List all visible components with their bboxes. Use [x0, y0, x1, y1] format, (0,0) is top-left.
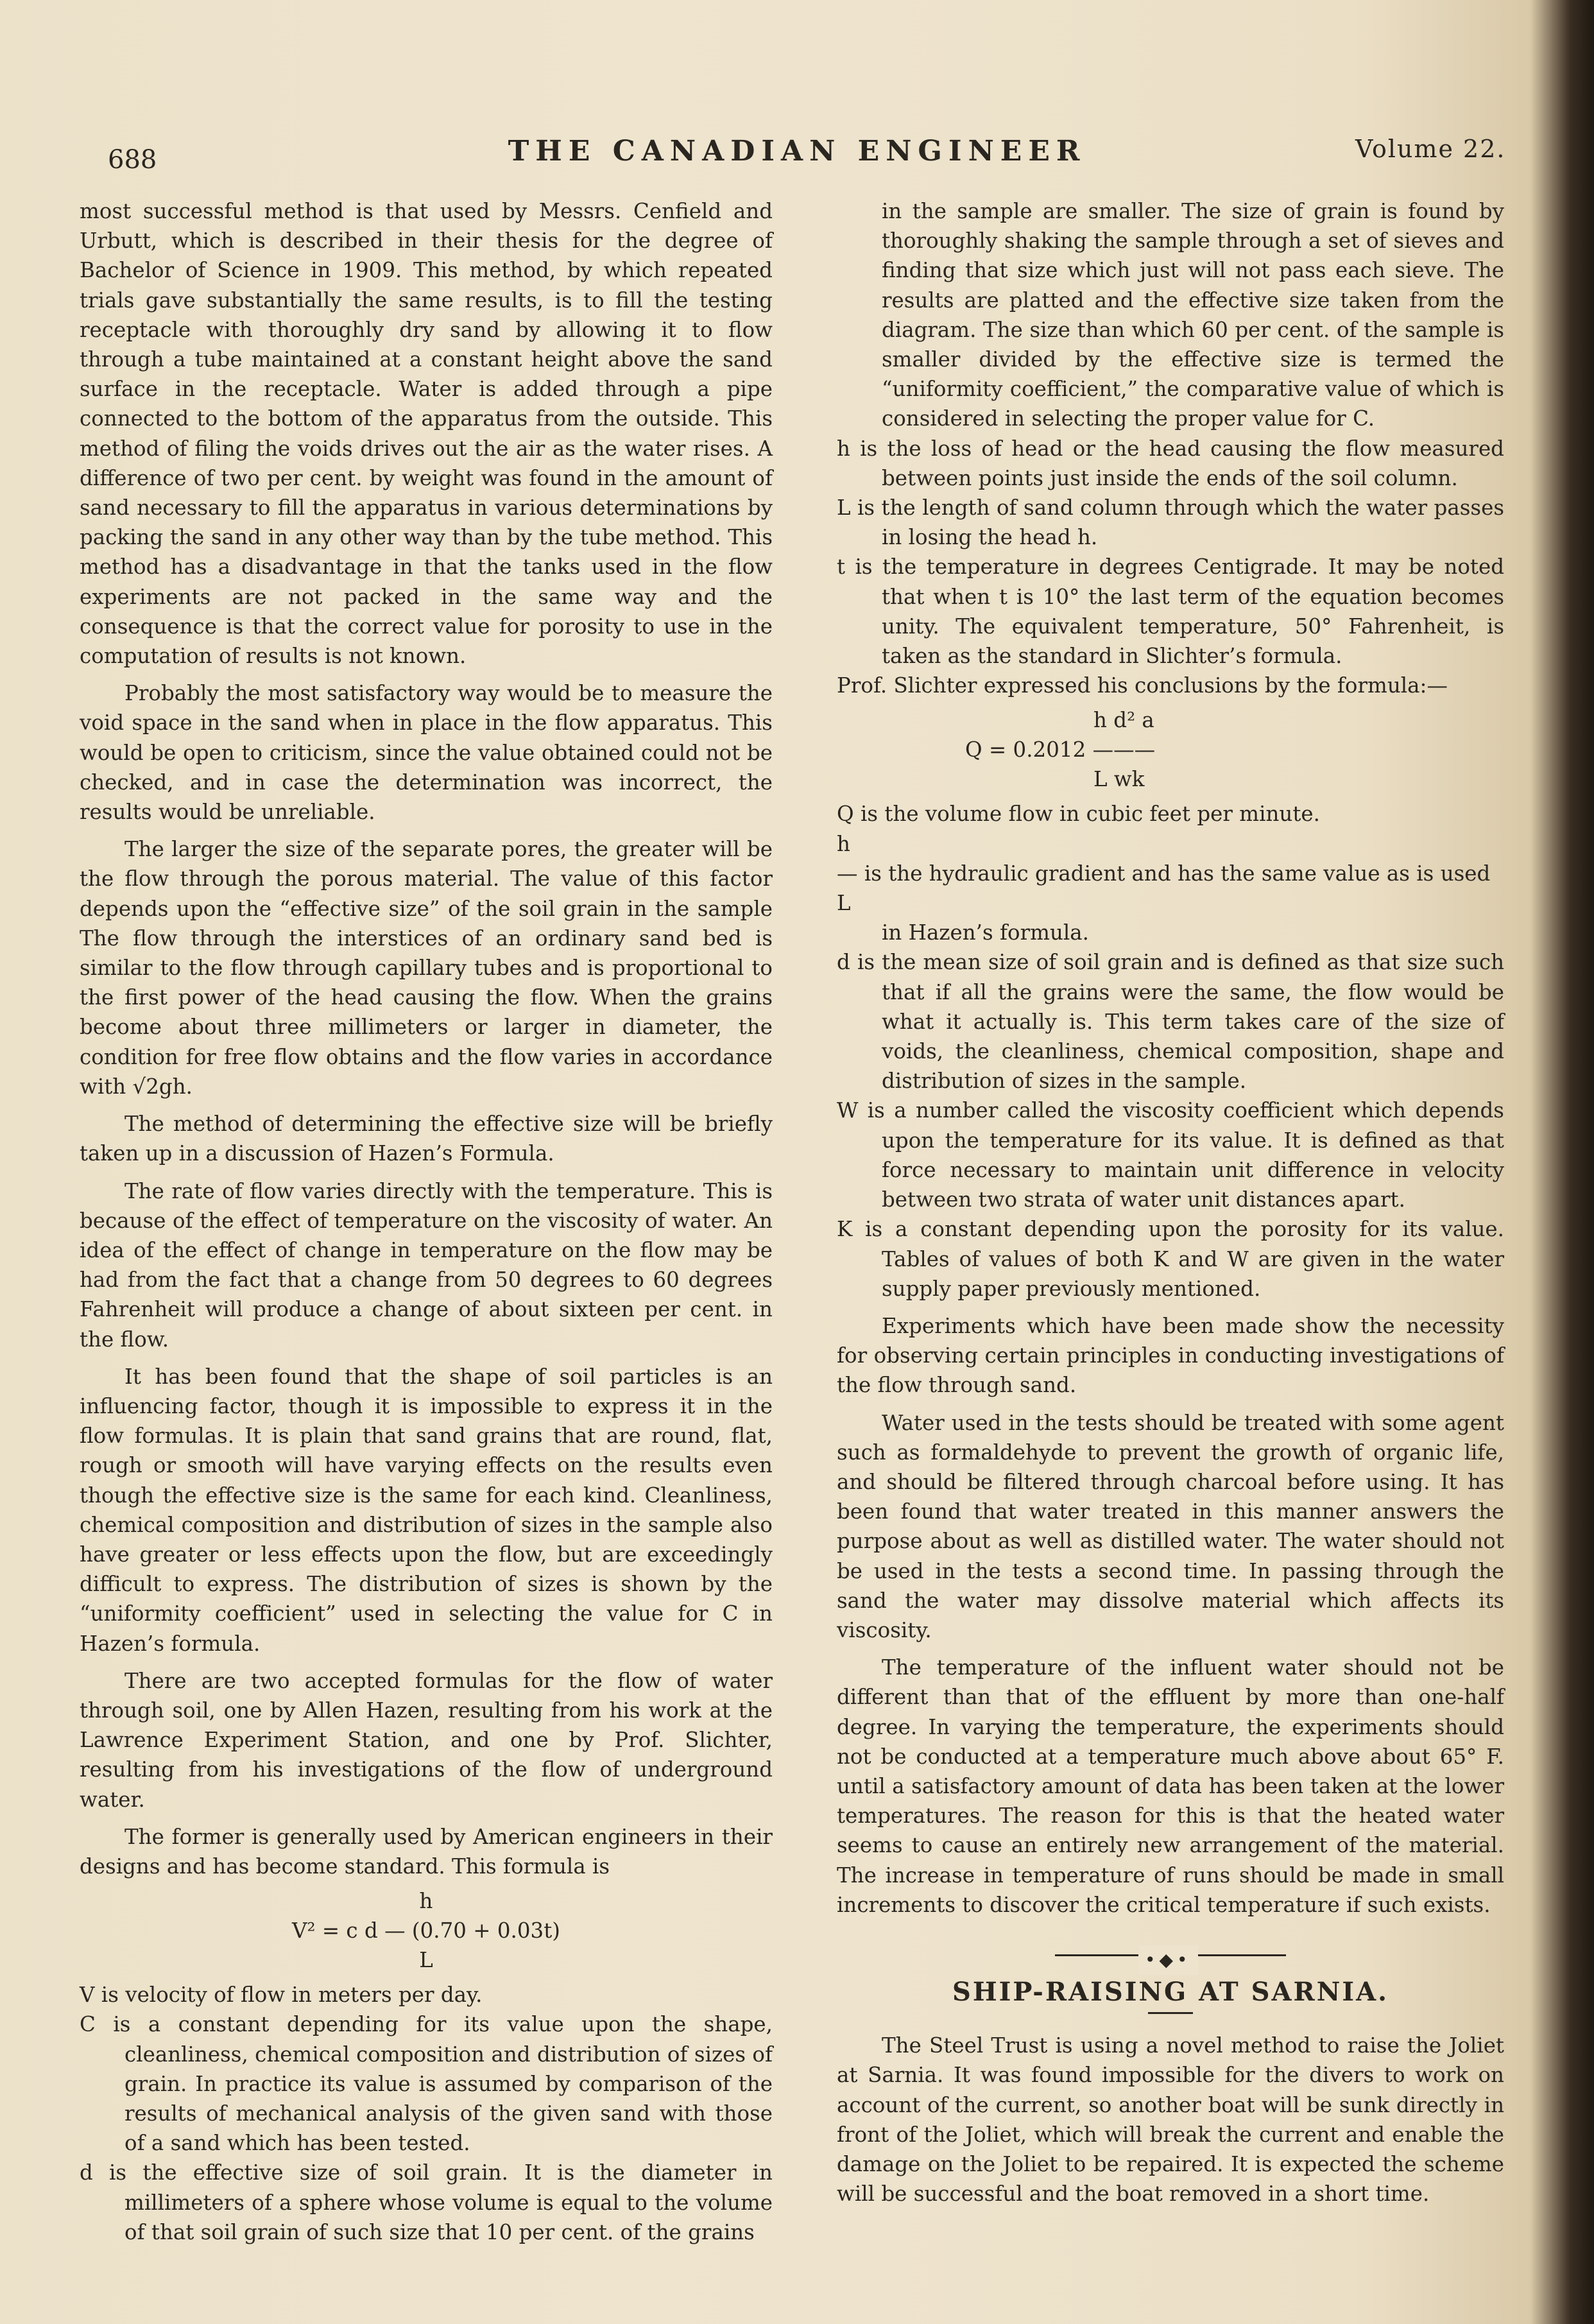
definition-d: d is the effective size of soil grain. It is the diameter in millimeters of a sphere whose volume is equal to the volume of that soil grain of such size that 10 per cent. of the grains [80, 2160, 773, 2244]
gradient-numerator: h [837, 831, 850, 856]
right-column [837, 196, 1504, 2208]
formula-main: Q = 0.2012 ——— [965, 737, 1156, 762]
section-title: SHIP-RAISING AT SARNIA. [952, 1976, 1389, 2007]
definition-v: V is velocity of flow in meters per day. [80, 1983, 483, 2008]
formula-numerator: h [419, 1889, 433, 1914]
paragraph: The larger the size of the separate pores, the greater will be the flow through the porous material. The value of this factor depends upon the “effective size” of the soil grain in the sample The flow through the interstices of an ordinary sand bed is similar to the flow through capillary tubes and is proportional to the first power of the head causing the flow. When the grains become about three millimeters or larger in diameter, the condition for free flow obtains and the flow varies in accordance with √2gh. [80, 837, 773, 1099]
ornament-glyph: •◆• [1138, 1945, 1198, 1975]
hazen-formula [80, 1886, 773, 1975]
paragraph: The Steel Trust is using a novel method to raise the Joliet at Sarnia. It was found impossible for the divers to work on account of the current, so another boat will be sunk directly in front of the Joliet, which will break the current and enable the damage on the Joliet to be repaired. It is expected the scheme will be successful and the boat removed in a short time. [837, 2033, 1504, 2207]
definition-gradient: — is the hydraulic gradient and has the same value as is used [837, 861, 1491, 886]
paragraph: The rate of flow varies directly with the temperature. This is because of the effect of temperature on the viscosity of water. An idea of the effect of change in temperature on the flow may be had from the fact that a change from 50 degrees to 60 degrees Fahrenheit will produce a change of about sixteen per cent. in the flow. [80, 1178, 773, 1352]
slichter-formula [837, 705, 1504, 794]
definition-l: L is the length of sand column through which the water passes in losing the head h. [837, 495, 1504, 550]
section-title-rule [1148, 2012, 1193, 2014]
paragraph: It has been found that the shape of soil particles is an influencing factor, though it is impossible to express it in the flow formulas. It is plain that sand grains that are round, flat, rough or smooth will have varying effects on the results even though the effective size is the same for each kind. Cleanliness, chemical composition and distribution of sizes in the sample also have greater or less effects upon the flow, but are exceedingly difficult to express. The distribution of sizes is shown by the “uniformity coefficient” used in selecting the value for C in Hazen’s formula. [80, 1364, 773, 1656]
definition-gradient-cont: in Hazen’s formula. [882, 920, 1089, 945]
definition-w: W is a number called the viscosity coefficient which depends upon the temperature for its value. It is defined as that force necessary to maintain unit difference in velocity between two strata of water unit distances apart. [837, 1098, 1504, 1212]
paragraph: Probably the most satisfactory way would be to measure the void space in the sand when in place in the flow apparatus. This would be open to criticism, since the value obtained could not be checked, and in case the determination was incorrect, the results would be unreliable. [80, 681, 773, 825]
page-header [0, 126, 1540, 177]
definition-c: C is a constant depending for its value upon the shape, cleanliness, chemical composition and distribution of sizes of grain. In practice its value is assumed by comparison of the results of mechanical analysis of the given sand with those of a sand which has been tested. [80, 2012, 773, 2156]
volume-label: Volume 22. [1355, 135, 1506, 163]
left-column [80, 196, 773, 2247]
formula-denominator: L wk [1093, 767, 1145, 792]
definition-t: t is the temperature in degrees Centigrade. It may be noted that when t is 10° the last term of the equation becomes unity. The equivalent temperature, 50° Fahrenheit, is taken as the standard in Slichter’s formula. [837, 555, 1504, 669]
journal-title: THE CANADIAN ENGINEER [508, 135, 1086, 168]
definition-h: h is the loss of head or the head causing the flow measured between points just inside the ends of the soil column. [837, 436, 1504, 490]
definition-k: K is a constant depending upon the porosity for its value. Tables of values of both K and W are given in the water supply paper previously mentioned. [837, 1217, 1504, 1301]
page-number: 688 [108, 145, 157, 175]
paragraph: The method of determining the effective size will be briefly taken up in a discussion of Hazen’s Formula. [80, 1112, 773, 1166]
paragraph: The temperature of the influent water should not be different than that of the effluent by more than one-half degree. In varying the temperature, the experiments should not be conducted at a temperature much above about 65° F. until a satisfactory amount of data has been taken at the lower temperatures. The reason for this is that the heated water seems to cause an entirely new arrangement of the material. The increase in temperature of runs should be made in small increments to discover the critical temperature if such exists. [837, 1655, 1504, 1917]
formula-numerator: h d² a [1093, 708, 1154, 733]
paragraph: There are two accepted formulas for the flow of water through soil, one by Allen Hazen, resulting from his work at the Lawrence Experiment Station, and one by Prof. Slichter, resulting from his investigations of the flow of underground water. [80, 1668, 773, 1812]
gradient-denominator: L [837, 891, 851, 916]
paragraph: most successful method is that used by Messrs. Cenfield and Urbutt, which is described in their thesis for the degree of Bachelor of Science in 1909. This method, by which repeated trials gave substantially the same results, is to fill the testing receptacle with thoroughly dry sand by allowing it to flow through a tube maintained at a constant height above the sand surface in the receptacle. Water is added through a pipe connected to the bottom of the apparatus from the outside. This method of filing the voids drives out the air as the water rises. A difference of two per cent. by weight was found in the amount of sand necessary to fill the apparatus in various determinations by packing the sand in any other way than by the tube method. This method has a disadvantage in that the tanks used in the flow experiments are not packed in the same way and the consequence is that the correct value for porosity to use in the computation of results is not known. [80, 199, 773, 669]
paragraph: Prof. Slichter expressed his conclusions by the formula:— [837, 673, 1448, 698]
paragraph: Experiments which have been made show the necessity for observing certain principles in conducting investigations of the flow through sand. [837, 1313, 1504, 1398]
formula-main: V² = c d — (0.70 + 0.03t) [292, 1918, 560, 1943]
paragraph: in the sample are smaller. The size of grain is found by thoroughly shaking the sample through a set of sieves and finding that size which just will not pass each sieve. The results are platted and the effective size taken from the diagram. The size than which 60 per cent. of the sample is smaller divided by the effective size is termed the “uniformity coefficient,” the comparative value of which is considered in selecting the proper value for C. [882, 199, 1504, 431]
section-ornament [837, 1945, 1504, 1970]
definition-d2: d is the mean size of soil grain and is defined as that size such that if all the grains were the same, the flow would be what it actually is. This term takes care of the size of voids, the cleanliness, chemical composition, shape and distribution of sizes in the sample. [837, 950, 1504, 1094]
paragraph: The former is generally used by American engineers in their designs and has become standard. This formula is [80, 1824, 773, 1879]
paragraph: Water used in the tests should be treated with some agent such as formaldehyde to prevent the growth of organic life, and should be filtered through charcoal before using. It has been found that water treated in this manner answers the purpose about as well as distilled water. The water should not be used in the tests a second time. In passing through the sand the water may dissolve material which affects its viscosity. [837, 1410, 1504, 1642]
formula-denominator: L [419, 1948, 433, 1973]
definition-q: Q is the volume flow in cubic feet per minute. [837, 802, 1320, 827]
